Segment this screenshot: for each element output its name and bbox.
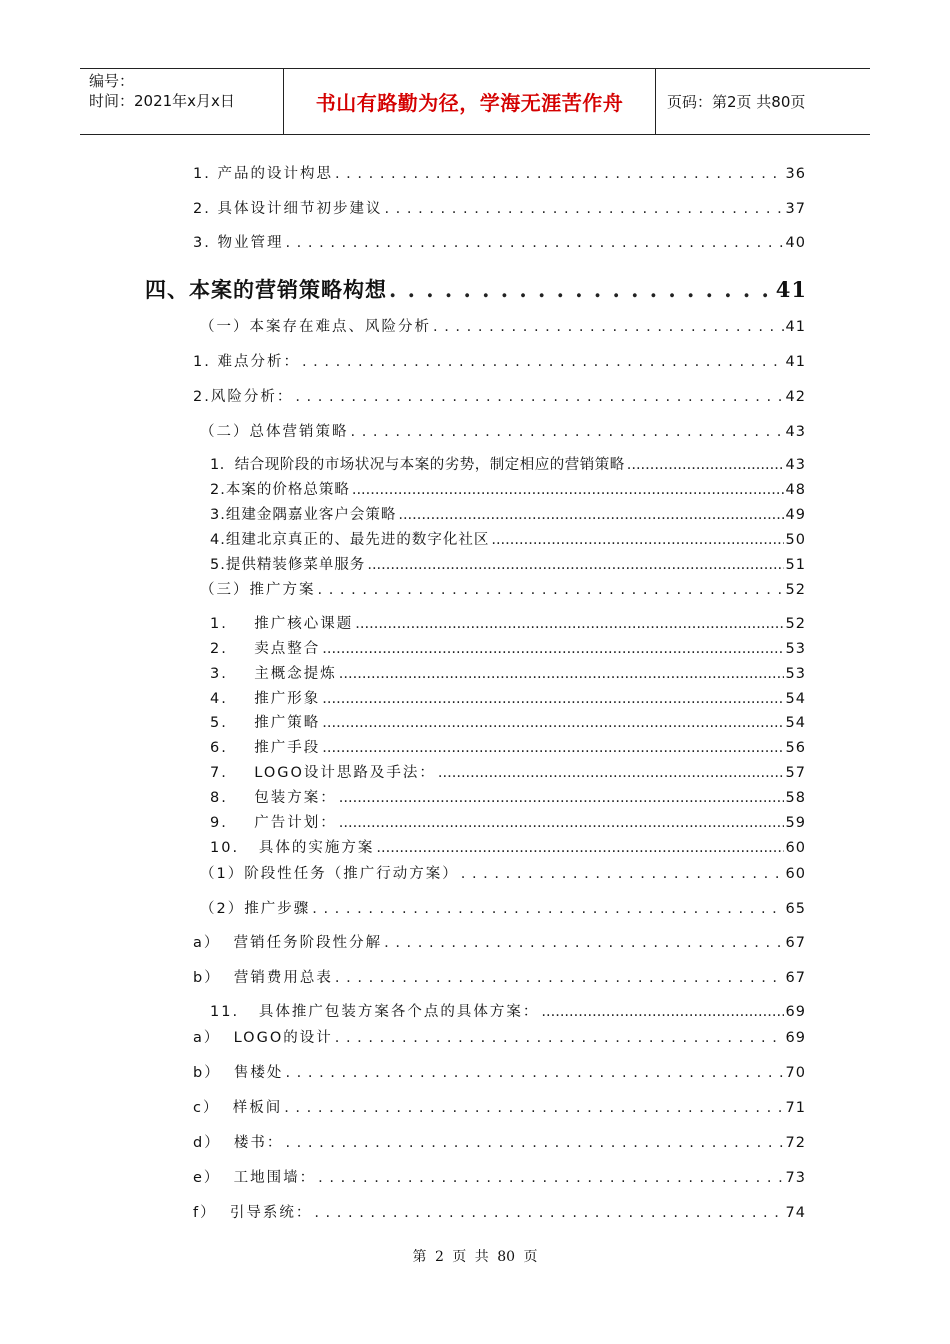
toc-entry-title: （一）本案存在难点、风险分析 xyxy=(200,319,431,335)
toc-entry-page: 43 xyxy=(785,424,806,440)
toc-entry-title: e） 工地围墙： xyxy=(193,1170,317,1186)
toc-entry-title: b） 售楼处 xyxy=(193,1065,284,1081)
toc-entry-title: 4. 推广形象 xyxy=(210,691,321,707)
toc-entry-title: 2.风险分析： xyxy=(193,389,294,405)
toc-entry[interactable] xyxy=(210,478,806,500)
toc-entry[interactable] xyxy=(193,197,806,219)
toc-entry[interactable] xyxy=(210,503,806,525)
motto: 书山有路勤为径，学海无涯苦作舟 xyxy=(283,69,656,134)
leader-dots xyxy=(627,457,784,473)
leader-dots xyxy=(461,866,784,882)
toc-entry-page: 49 xyxy=(785,507,806,523)
toc-entry-page: 48 xyxy=(785,482,806,498)
toc-entry-page: 67 xyxy=(785,935,806,951)
toc-entry-page: 36 xyxy=(785,166,806,182)
leader-dots xyxy=(433,319,784,335)
toc-entry-page: 41 xyxy=(785,319,806,335)
toc-entry-page: 53 xyxy=(785,666,806,682)
leader-dots xyxy=(339,666,784,682)
toc-entry-title: 10. 具体的实施方案 xyxy=(210,840,375,856)
leader-dots xyxy=(351,424,784,440)
toc-entry[interactable] xyxy=(210,453,806,475)
time-label: 时间：2021年x月x日 xyxy=(89,92,235,110)
toc-entry-page: 71 xyxy=(785,1100,806,1116)
leader-dots xyxy=(322,641,783,657)
toc-entry-title: d） 楼书： xyxy=(193,1135,284,1151)
leader-dots xyxy=(335,166,784,182)
leader-dots xyxy=(318,1170,783,1186)
toc-entry-title: 3. 物业管理 xyxy=(193,235,284,251)
toc-entry-page: 52 xyxy=(785,616,806,632)
leader-dots xyxy=(285,1065,783,1081)
toc-entry[interactable] xyxy=(193,1166,806,1188)
toc-entry-page: 69 xyxy=(785,1030,806,1046)
toc-entry-title: （三）推广方案 xyxy=(200,582,316,598)
toc-entry[interactable] xyxy=(210,836,806,858)
leader-dots xyxy=(314,1205,783,1221)
leader-dots xyxy=(302,354,784,370)
leader-dots xyxy=(389,277,774,302)
toc-entry[interactable] xyxy=(210,612,806,634)
leader-dots xyxy=(352,482,784,498)
toc-entry[interactable] xyxy=(193,385,806,407)
leader-dots xyxy=(384,201,783,217)
toc-entry-page: 51 xyxy=(785,557,806,573)
toc-entry-title: 1. 产品的设计构思 xyxy=(193,166,333,182)
toc-entry-title: （1）阶段性任务（推广行动方案） xyxy=(200,866,459,882)
page-header xyxy=(80,68,870,135)
leader-dots xyxy=(322,740,783,756)
toc-entry[interactable] xyxy=(193,1061,806,1083)
toc-entry-title: 5. 推广策略 xyxy=(210,715,321,731)
toc-entry-title: 1. 难点分析： xyxy=(193,354,300,370)
toc-entry[interactable] xyxy=(210,1000,806,1022)
toc-entry-title: （二）总体营销策略 xyxy=(200,424,349,440)
toc-entry[interactable] xyxy=(193,231,806,253)
toc-entry-page: 50 xyxy=(785,532,806,548)
toc-entry-page: 59 xyxy=(785,815,806,831)
toc-entry[interactable] xyxy=(193,1026,806,1048)
toc-entry-page: 37 xyxy=(785,201,806,217)
toc-entry-page: 53 xyxy=(785,641,806,657)
leader-dots xyxy=(318,582,784,598)
toc-entry-title: f） 引导系统： xyxy=(193,1205,313,1221)
leader-dots xyxy=(367,557,783,573)
toc-entry-title: 3.组建金隅嘉业客户会策略 xyxy=(210,507,397,523)
toc-entry-title: a） LOGO的设计 xyxy=(193,1030,333,1046)
toc-entry[interactable] xyxy=(210,786,806,808)
toc-entry[interactable] xyxy=(200,315,806,337)
leader-dots xyxy=(322,715,783,731)
toc-entry[interactable] xyxy=(210,662,806,684)
header-meta xyxy=(80,69,283,134)
toc-entry-title: 8. 包装方案： xyxy=(210,790,337,806)
toc-entry[interactable] xyxy=(193,162,806,184)
toc-entry-page: 74 xyxy=(785,1205,806,1221)
toc-entry-page: 42 xyxy=(785,389,806,405)
toc-entry[interactable] xyxy=(210,687,806,709)
toc-entry-page: 65 xyxy=(785,901,806,917)
leader-dots xyxy=(339,815,784,831)
toc-entry-page: 41 xyxy=(785,354,806,370)
toc-entry-page: 57 xyxy=(785,765,806,781)
toc-entry-page: 52 xyxy=(785,582,806,598)
toc-entry-page: 54 xyxy=(785,715,806,731)
toc-entry[interactable] xyxy=(210,637,806,659)
toc-entry-title: 3. 主概念提炼 xyxy=(210,666,337,682)
leader-dots xyxy=(339,790,784,806)
toc-entry[interactable] xyxy=(210,811,806,833)
toc-entry[interactable] xyxy=(210,736,806,758)
leader-dots xyxy=(285,235,783,251)
toc-entry-title: 1．结合现阶段的市场状况与本案的劣势，制定相应的营销策略 xyxy=(210,457,625,473)
toc-entry-title: 1. 推广核心课题 xyxy=(210,616,354,632)
toc-entry-title: 4.组建北京真正的、最先进的数字化社区 xyxy=(210,532,490,548)
toc-entry-page: 58 xyxy=(785,790,806,806)
toc-entry[interactable] xyxy=(200,862,806,884)
toc-entry-title: c） 样板间 xyxy=(193,1100,283,1116)
leader-dots xyxy=(541,1004,783,1020)
toc-entry-title: 2. 卖点整合 xyxy=(210,641,321,657)
leader-dots xyxy=(335,1030,784,1046)
toc-entry[interactable] xyxy=(193,931,806,953)
toc-chapter[interactable] xyxy=(145,274,807,304)
toc-entry-page: 54 xyxy=(785,691,806,707)
toc-entry-page: 69 xyxy=(785,1004,806,1020)
leader-dots xyxy=(438,765,784,781)
toc-entry-page: 73 xyxy=(785,1170,806,1186)
leader-dots xyxy=(355,616,783,632)
leader-dots xyxy=(312,901,783,917)
page-footer: 第 2 页 共 80 页 xyxy=(412,1249,538,1265)
leader-dots xyxy=(284,1100,783,1116)
toc-entry[interactable] xyxy=(193,350,806,372)
leader-dots xyxy=(384,935,783,951)
toc-entry[interactable] xyxy=(200,578,806,600)
toc-entry-page: 72 xyxy=(785,1135,806,1151)
toc-entry-title: （2）推广步骤 xyxy=(200,901,311,917)
toc-entry-title: 2. 具体设计细节初步建议 xyxy=(193,201,383,217)
toc-entry[interactable] xyxy=(210,761,806,783)
toc-chapter-page: 41 xyxy=(775,277,807,302)
leader-dots xyxy=(398,507,783,523)
leader-dots xyxy=(285,1135,783,1151)
toc-entry-title: 2.本案的价格总策略 xyxy=(210,482,350,498)
toc-entry[interactable] xyxy=(193,1096,806,1118)
toc-entry-title: 9. 广告计划： xyxy=(210,815,337,831)
toc-chapter-title: 四、本案的营销策略构想 xyxy=(145,277,387,302)
toc-entry-title: 5.提供精装修菜单服务 xyxy=(210,557,366,573)
toc-entry-page: 60 xyxy=(785,840,806,856)
toc-entry-title: a） 营销任务阶段性分解 xyxy=(193,935,383,951)
toc-entry-page: 70 xyxy=(785,1065,806,1081)
toc-entry[interactable] xyxy=(210,711,806,733)
toc-entry-page: 40 xyxy=(785,235,806,251)
leader-dots xyxy=(335,970,784,986)
toc-entry-title: 7. LOGO设计思路及手法： xyxy=(210,765,436,781)
toc-entry[interactable] xyxy=(200,897,806,919)
toc-entry-page: 60 xyxy=(785,866,806,882)
toc-entry-title: b） 营销费用总表 xyxy=(193,970,333,986)
toc-entry-page: 67 xyxy=(785,970,806,986)
toc-entry[interactable] xyxy=(210,528,806,550)
toc-entry[interactable] xyxy=(193,1201,806,1223)
toc-entry[interactable] xyxy=(193,1131,806,1153)
leader-dots xyxy=(322,691,783,707)
toc-entry[interactable] xyxy=(200,420,806,442)
page-info: 页码：第2页 共80页 xyxy=(667,93,806,111)
toc-entry-page: 43 xyxy=(785,457,806,473)
leader-dots xyxy=(376,840,783,856)
toc-entry-page: 56 xyxy=(785,740,806,756)
toc-entry[interactable] xyxy=(193,966,806,988)
toc-entry-title: 6. 推广手段 xyxy=(210,740,321,756)
leader-dots xyxy=(491,532,783,548)
code-label: 编号： xyxy=(89,72,135,90)
toc-entry-title: 11. 具体推广包装方案各个点的具体方案： xyxy=(210,1004,540,1020)
toc-entry[interactable] xyxy=(210,553,806,575)
leader-dots xyxy=(295,389,783,405)
